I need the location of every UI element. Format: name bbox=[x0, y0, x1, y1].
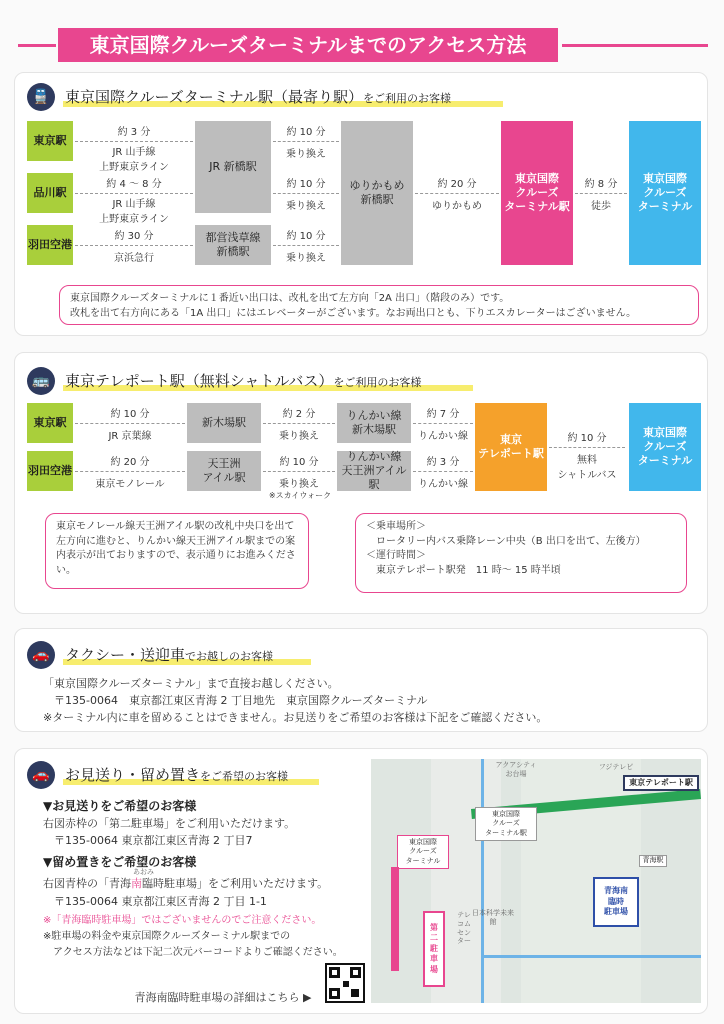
map-terminal: 東京国際 クルーズ ターミナル bbox=[397, 835, 449, 869]
page-header bbox=[0, 28, 724, 62]
walk-label: 徒歩 bbox=[591, 201, 611, 212]
origin-haneda: 羽田空港 bbox=[27, 451, 73, 491]
car-icon: 🚗 bbox=[27, 761, 55, 789]
station-tokyo-teleport: 東京 テレポート駅 bbox=[475, 403, 547, 491]
ruby-aomi: あおみ bbox=[133, 868, 154, 876]
station-shinkiba: 新木場駅 bbox=[187, 403, 261, 443]
bus-icon: 🚌 bbox=[27, 367, 55, 395]
leg-line: 東京モノレール bbox=[95, 479, 165, 490]
leg-time: 約 4 ～ 8 分 bbox=[106, 179, 162, 190]
transfer-label: 乗り換え bbox=[286, 201, 326, 212]
leg-line: りんかい線 bbox=[418, 479, 468, 490]
leg-time: 約 3 分 bbox=[117, 127, 151, 138]
map-terminal-station: 東京国際 クルーズ ターミナル駅 bbox=[475, 807, 537, 841]
section1-title: 東京国際クルーズターミナル駅（最寄り駅）をご利用のお客様 bbox=[65, 88, 452, 106]
taxi-instructions: 「東京国際クルーズターミナル」まで直接お越しください。 〒135-0064 東京都江東区青海 2 丁目地先 東京国際クルーズターミナル ※ターミナル内に車を留めることはできません。お見送りをご希望のお客様は下記をご確認ください。 bbox=[43, 677, 548, 725]
station-yurikamome-shimbashi: ゆりかもめ 新橋駅 bbox=[341, 121, 413, 265]
car-icon: 🚗 bbox=[27, 641, 55, 669]
origin-haneda: 羽田空港 bbox=[27, 225, 73, 265]
exit-note: 東京国際クルーズターミナルに１番近い出口は、改札を出て左方向「2A 出口」（階段のみ）です。 改札を出て右方向にある「1A 出口」にはエレベーターがございます。なお両出口とも、下りエスカレーターはございません。 bbox=[59, 285, 699, 325]
section-dropoff bbox=[14, 748, 708, 1014]
transfer-time: 約 10 分 bbox=[279, 457, 319, 468]
section-teleport-station bbox=[14, 352, 708, 614]
section3-title: タクシー・送迎車でお越しのお客様 bbox=[65, 646, 274, 664]
station-cruise-terminal: 東京国際 クルーズ ターミナル駅 bbox=[501, 121, 573, 265]
map-parking-2: 第 二 駐 車 場 bbox=[423, 911, 445, 987]
bus-label: 無料 シャトルバス bbox=[557, 455, 617, 481]
transfer-time: 約 10 分 bbox=[286, 179, 326, 190]
leg-line: JR 京葉線 bbox=[108, 431, 152, 442]
skywalk-note: ※スカイウォーク bbox=[268, 491, 332, 500]
origin-tokyo: 東京駅 bbox=[27, 403, 73, 443]
bus-info-note: ＜乗車場所＞ ロータリー内バス乗降レーン中央（B 出口を出て、左後方） ＜運行時間＞ 東京テレポート駅発 11 時～ 15 時半頃 bbox=[355, 513, 687, 593]
parking-note: ※駐車場の料金や東京国際クルーズターミナル駅までの アクセス方法などは下記二次元バーコードよりご確認ください。 bbox=[43, 931, 343, 958]
parking-heading: ▼留め置きをご希望のお客様 bbox=[43, 855, 197, 869]
leg-time: 約 10 分 bbox=[110, 409, 150, 420]
transfer-label: 乗り換え bbox=[279, 431, 319, 442]
transfer-label: 乗り換え bbox=[286, 149, 326, 160]
station-jr-shimbashi: JR 新橋駅 bbox=[195, 121, 271, 213]
parking-warning: ※「青海臨時駐車場」ではございませんのでご注意ください。 bbox=[43, 915, 322, 926]
transfer-label: 乗り換え bbox=[279, 479, 319, 490]
leg-line: JR 山手線 上野東京ライン bbox=[99, 147, 169, 173]
header-rule-left bbox=[18, 44, 56, 47]
leg-time: 約 20 分 bbox=[437, 179, 477, 190]
destination-terminal: 東京国際 クルーズ ターミナル bbox=[629, 121, 701, 265]
map-teleport-station: 東京テレポート駅 bbox=[623, 775, 699, 791]
access-map bbox=[371, 759, 701, 1003]
qr-caption: 青海南臨時駐車場の詳細はこちら ▶ bbox=[134, 991, 312, 1004]
map-label-fuji-tv: フジテレビ bbox=[598, 763, 634, 771]
origin-shinagawa: 品川駅 bbox=[27, 173, 73, 213]
station-rinkai-shinkiba: りんかい線 新木場駅 bbox=[337, 403, 411, 443]
leg-time: 約 7 分 bbox=[426, 409, 460, 420]
leg-line: 京浜急行 bbox=[114, 253, 154, 264]
leg-line: りんかい線 bbox=[418, 431, 468, 442]
station-rinkai-tennozu: りんかい線 天王洲アイル駅 bbox=[337, 451, 411, 491]
train-icon: 🚆 bbox=[27, 83, 55, 111]
station-tennozu-isle: 天王洲 アイル駅 bbox=[187, 451, 261, 491]
parking-body: 右図青枠の「青海南臨時駐車場」をご利用いただけます。 bbox=[43, 877, 329, 890]
section-taxi bbox=[14, 628, 708, 732]
transfer-time: 約 2 分 bbox=[282, 409, 316, 420]
section-nearest-station bbox=[14, 72, 708, 336]
leg-line: ゆりかもめ bbox=[432, 201, 482, 212]
leg-line: JR 山手線 上野東京ライン bbox=[99, 199, 169, 225]
destination-terminal: 東京国際 クルーズ ターミナル bbox=[629, 403, 701, 491]
bus-time: 約 10 分 bbox=[567, 433, 607, 444]
map-label-aqua-city: アクアシティ お台場 bbox=[495, 761, 537, 778]
monorail-note: 東京モノレール線天王洲アイル駅の改札中央口を出て左方向に進むと、りんかい線天王洲アイル駅までの案内表示が出ておりますので、表示通りにお進みください。 bbox=[45, 513, 309, 589]
leg-time: 約 20 分 bbox=[110, 457, 150, 468]
transfer-time: 約 10 分 bbox=[286, 127, 326, 138]
map-aomi-station: 青海駅 bbox=[639, 855, 667, 867]
station-toei-shimbashi: 都営浅草線 新橋駅 bbox=[195, 225, 271, 265]
map-terminal-building bbox=[391, 867, 399, 971]
page-title: 東京国際クルーズターミナルまでのアクセス方法 bbox=[58, 28, 558, 62]
map-label-museum: 日本科学未来館 bbox=[472, 909, 514, 926]
leg-time: 約 3 分 bbox=[426, 457, 460, 468]
walk-time: 約 8 分 bbox=[584, 179, 618, 190]
section2-title: 東京テレポート駅（無料シャトルバス）をご利用のお客様 bbox=[65, 372, 422, 390]
map-aomi-south-parking: 青海南 臨時 駐車場 bbox=[593, 877, 639, 927]
map-label-telecom: テレコム センター bbox=[457, 911, 471, 946]
section4-title: お見送り・留め置きをご希望のお客様 bbox=[65, 766, 289, 784]
header-rule-right bbox=[562, 44, 708, 47]
leg-time: 約 30 分 bbox=[114, 231, 154, 242]
transfer-time: 約 10 分 bbox=[286, 231, 326, 242]
parking-address: 〒135-0064 東京都江東区青海 2 丁目 1-1 bbox=[43, 895, 267, 908]
qr-code[interactable] bbox=[325, 963, 365, 1003]
seeoff-body: 右図赤枠の「第二駐車場」をご利用いただけます。 〒135-0064 東京都江東区青海 2 丁目7 bbox=[43, 817, 296, 848]
origin-tokyo: 東京駅 bbox=[27, 121, 73, 161]
transfer-label: 乗り換え bbox=[286, 253, 326, 264]
seeoff-heading: ▼お見送りをご希望のお客様 bbox=[43, 799, 197, 813]
